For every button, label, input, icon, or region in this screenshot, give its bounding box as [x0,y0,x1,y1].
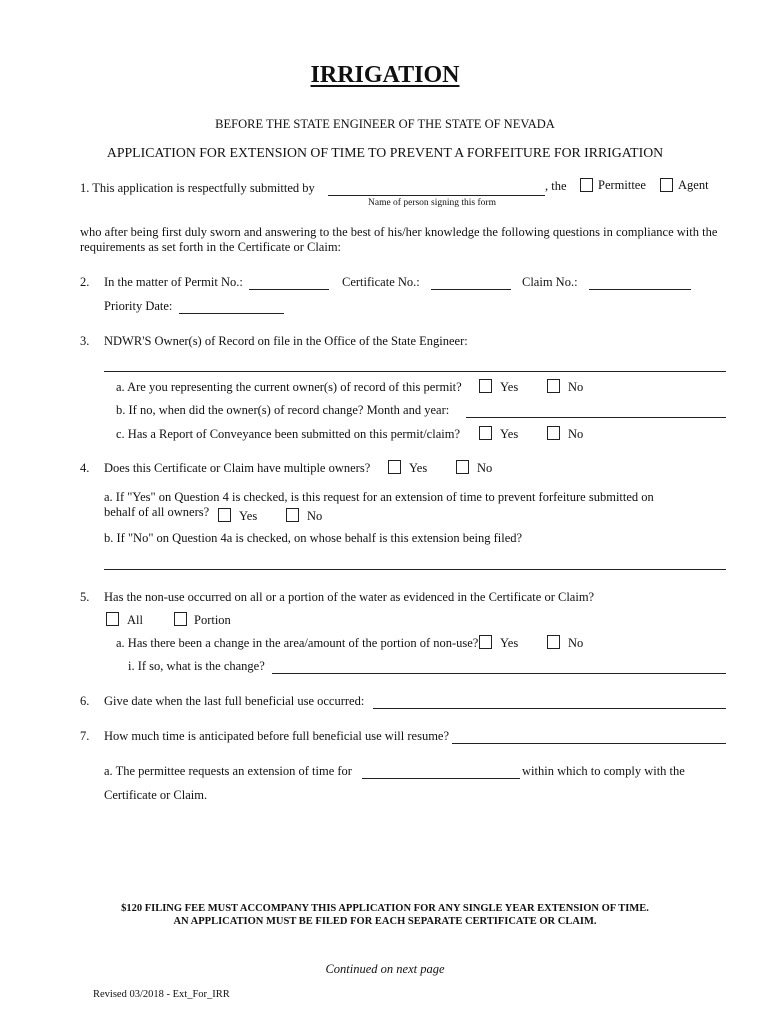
agent-label: Agent [678,178,709,192]
q1-text: 1. This application is respectfully submitted by [80,181,315,195]
page-title: IRRIGATION [310,62,460,88]
priority-date-field[interactable] [179,313,284,314]
q4a-line-1: a. If "Yes" on Question 4 is checked, is this request for an extension of time to prevent forfeiture submitted on [104,490,654,504]
q5a-no-checkbox[interactable] [547,635,560,649]
q4a-yes-checkbox[interactable] [218,508,231,522]
q5-text: Has the non-use occurred on all or a portion of the water as evidenced in the Certificate or Claim? [104,590,595,604]
form-title: APPLICATION FOR EXTENSION OF TIME TO PREVENT A FORFEITURE FOR IRRIGATION [106,145,664,160]
continued-note: Continued on next page [325,962,445,976]
behalf-of-field[interactable] [104,569,726,570]
q3b-text: b. If no, when did the owner(s) of record change? Month and year: [116,403,450,417]
permittee-label: Permittee [598,178,646,192]
all-label: All [127,613,143,627]
q3c-no-label: No [568,427,584,441]
fee-notice: $120 FILING FEE MUST ACCOMPANY THIS APPLICATION FOR ANY SINGLE YEAR EXTENSION OF TIME. [121,903,649,914]
q4-no-label: No [477,461,493,475]
q4-text: Does this Certificate or Claim have multiple owners? [104,461,371,475]
q4a-yes-label: Yes [239,509,258,523]
q7a-text-post: within which to comply with the [522,764,685,778]
q2-number: 2. [80,275,90,289]
revision-label: Revised 03/2018 - Ext_For_IRR [93,989,230,1000]
page-subtitle: BEFORE THE STATE ENGINEER OF THE STATE OF NEVADA [215,117,555,131]
certificate-number-field[interactable] [431,289,511,290]
q3a-text: a. Are you representing the current owner(s) of record of this permit? [116,380,462,394]
q5a-yes-label: Yes [500,636,519,650]
q5i-text: i. If so, what is the change? [128,659,265,673]
q1-the: , the [545,179,567,193]
sworn-line-2: requirements as set forth in the Certificate or Claim: [80,240,342,254]
q5-number: 5. [80,590,90,604]
certificate-label: Certificate No.: [342,275,420,289]
q3a-yes-checkbox[interactable] [479,379,492,393]
q7-number: 7. [80,729,90,743]
name-hint: Name of person signing this form [368,198,496,208]
q3c-no-checkbox[interactable] [547,426,560,440]
q4a-line-2: behalf of all owners? [104,505,210,519]
q3-text: NDWR'S Owner(s) of Record on file in the Office of the State Engineer: [104,334,468,348]
sworn-line-1: who after being first duly sworn and answering to the best of his/her knowledge the following questions in compliance with the [80,225,718,239]
q6-text: Give date when the last full beneficial use occurred: [104,694,365,708]
q3-number: 3. [80,334,90,348]
q3c-yes-label: Yes [500,427,519,441]
claim-number-field[interactable] [589,289,691,290]
q7-text: How much time is anticipated before full beneficial use will resume? [104,729,450,743]
claim-label: Claim No.: [522,275,578,289]
q4b-text: b. If "No" on Question 4a is checked, on whose behalf is this extension being filed? [104,531,523,545]
agent-checkbox[interactable] [660,178,673,192]
priority-date-label: Priority Date: [104,299,173,313]
owner-change-date-field[interactable] [466,417,726,418]
time-anticipated-field[interactable] [452,743,726,744]
q4-no-checkbox[interactable] [456,460,469,474]
separate-application-notice: AN APPLICATION MUST BE FILED FOR EACH SEPARATE CERTIFICATE OR CLAIM. [173,916,597,927]
portion-label: Portion [194,613,231,627]
q3a-no-checkbox[interactable] [547,379,560,393]
extension-duration-field[interactable] [362,778,520,779]
q3c-text: c. Has a Report of Conveyance been submitted on this permit/claim? [116,427,461,441]
q7a-text: a. The permittee requests an extension of time for [104,764,352,778]
q7a-line-2: Certificate or Claim. [104,788,208,802]
portion-checkbox[interactable] [174,612,187,626]
q4-yes-checkbox[interactable] [388,460,401,474]
q5a-yes-checkbox[interactable] [479,635,492,649]
q3a-yes-label: Yes [500,380,519,394]
all-checkbox[interactable] [106,612,119,626]
q6-number: 6. [80,694,90,708]
permit-label: In the matter of Permit No.: [104,275,243,289]
q4-yes-label: Yes [409,461,428,475]
permittee-checkbox[interactable] [580,178,593,192]
submitter-name-field[interactable] [328,195,545,196]
q3c-yes-checkbox[interactable] [479,426,492,440]
q5a-text: a. Has there been a change in the area/amount of the portion of non-use? [116,636,479,650]
last-use-date-field[interactable] [373,708,726,709]
q4-number: 4. [80,461,90,475]
q4a-no-checkbox[interactable] [286,508,299,522]
change-description-field[interactable] [272,673,726,674]
q5a-no-label: No [568,636,584,650]
q3a-no-label: No [568,380,584,394]
q4a-no-label: No [307,509,323,523]
owner-of-record-field[interactable] [104,371,726,372]
permit-number-field[interactable] [249,289,329,290]
